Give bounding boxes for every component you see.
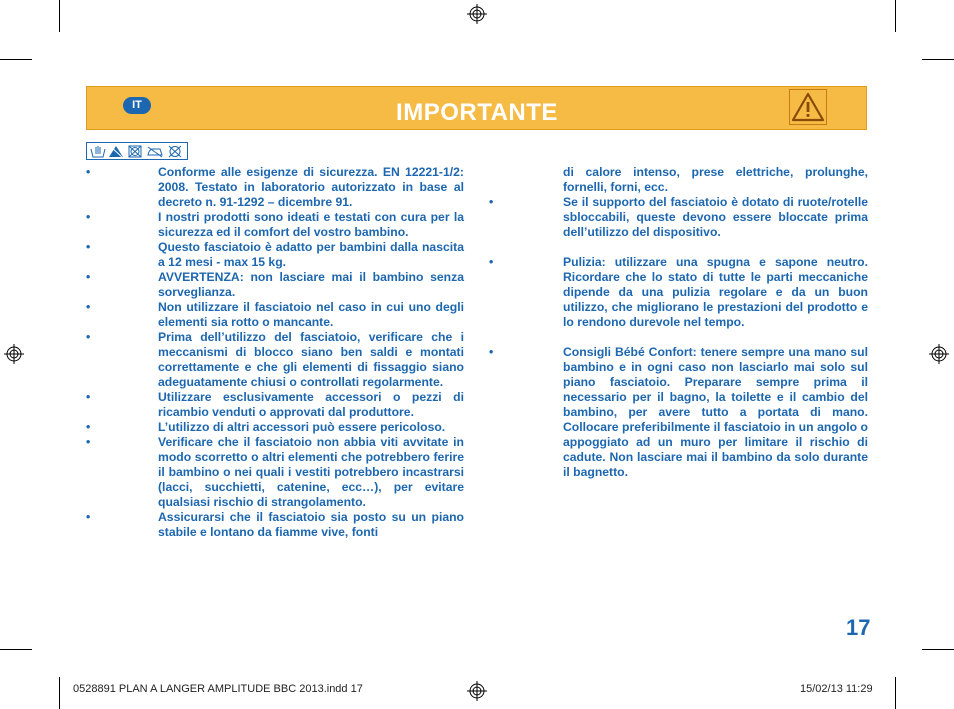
list-item-text: L’utilizzo di altri accessori può essere pericoloso. — [158, 420, 446, 434]
hand-wash-icon — [90, 145, 106, 158]
right-column — [489, 165, 868, 480]
list-item-text: AVVERTENZA: non lasciare mai il bambino senza sorveglianza. — [158, 270, 464, 299]
list-item-text: Prima dell’utilizzo del fasciatoio, verificare che i meccanismi di blocco siano ben saldi e montati correttamente e che gli elementi di fissaggio siano adeguatamente chiusi o controllati regolarmente. — [158, 330, 464, 389]
bullet: • — [86, 300, 91, 314]
bullet: • — [86, 240, 91, 254]
bullet: • — [86, 420, 91, 434]
registration-mark-icon — [4, 344, 24, 364]
no-dry-clean-icon — [168, 145, 182, 158]
bullet: • — [86, 330, 91, 344]
list-item — [86, 300, 464, 330]
list-item — [86, 420, 464, 435]
bullet: • — [489, 255, 494, 269]
bullet: • — [86, 510, 91, 524]
bullet: • — [86, 165, 91, 179]
footer-date: 15/02/13 11:29 — [800, 683, 873, 695]
list-item — [489, 165, 868, 195]
crop-mark — [59, 677, 60, 709]
list-item — [86, 330, 464, 390]
page-number: 17 — [846, 615, 871, 640]
registration-mark-icon — [467, 4, 487, 24]
list-item — [86, 390, 464, 420]
bullet: • — [86, 435, 91, 449]
list-item-text: Conforme alle esigenze di sicurezza. EN 12221-1/2: 2008. Testato in laboratorio autorizzato in base al decreto n. 91-1292 – dicembre 91. — [158, 165, 464, 209]
list-item-text: Questo fasciatoio è adatto per bambini dalla nascita a 12 mesi - max 15 kg. — [158, 240, 464, 269]
no-iron-icon — [146, 145, 164, 158]
no-tumble-dry-icon — [128, 145, 142, 158]
crop-mark — [922, 649, 954, 650]
no-bleach-icon — [108, 145, 124, 158]
list-item-text: Pulizia: utilizzare una spugna e sapone neutro. Ricordare che lo stato di tutte le parti meccaniche dipende da una pulizia regolare e da un buon utilizzo, che migliorano le prestazioni del prodotto e lo rendono durevole nel tempo. — [563, 255, 868, 329]
list-item — [489, 345, 868, 480]
registration-mark-icon — [929, 344, 949, 364]
bullet: • — [86, 390, 91, 404]
crop-mark — [922, 59, 954, 60]
bullet: • — [86, 270, 91, 284]
registration-mark-icon — [467, 681, 487, 701]
crop-mark — [0, 59, 32, 60]
list-item-text: Non utilizzare il fasciatoio nel caso in cui uno degli elementi sia rotto o mancante. — [158, 300, 464, 329]
list-item — [86, 270, 464, 300]
crop-mark — [0, 649, 32, 650]
crop-mark — [59, 0, 60, 32]
footer-file-info: 0528891 PLAN A LANGER AMPLITUDE BBC 2013.indd 17 — [73, 683, 363, 695]
list-item-text: di calore intenso, prese elettriche, prolunghe, fornelli, forni, ecc. — [563, 165, 868, 194]
crop-mark — [895, 677, 896, 709]
page-title: IMPORTANTE — [396, 99, 558, 126]
list-item — [86, 165, 464, 210]
list-item-text: Se il supporto del fasciatoio è dotato di ruote/rotelle sbloccabili, queste devono essere bloccate prima dell’utilizzo del dispositivo. — [563, 195, 868, 239]
list-item — [489, 255, 868, 330]
warning-triangle-icon — [789, 89, 827, 125]
list-item-text: Verificare che il fasciatoio non abbia viti avvitate in modo scorretto o altri elementi che potrebbero ferire il bambino o nei quali i vestiti potrebbero incastrarsi (lacci, succhietti, catenine, ecc…), per evitare qualsiasi rischio di strangolamento. — [158, 435, 464, 509]
list-item-text: I nostri prodotti sono ideati e testati con cura per la sicurezza ed il comfort del vostro bambino. — [158, 210, 464, 239]
list-item — [489, 195, 868, 240]
list-item-text: Utilizzare esclusivamente accessori o pezzi di ricambio venduti o approvati dal produttore. — [158, 390, 464, 419]
care-icons-strip — [86, 142, 188, 160]
list-item — [86, 210, 464, 240]
list-item — [86, 435, 464, 510]
bullet: • — [86, 210, 91, 224]
bullet: • — [489, 345, 494, 359]
list-item — [86, 240, 464, 270]
crop-mark — [895, 0, 896, 32]
list-item-text: Assicurarsi che il fasciatoio sia posto su un piano stabile e lontano da fiamme vive, fonti — [158, 510, 464, 539]
bullet: • — [489, 195, 494, 209]
left-column — [86, 165, 464, 540]
list-item — [86, 510, 464, 540]
language-badge: IT — [123, 97, 151, 114]
list-item-text: Consigli Bébé Confort: tenere sempre una mano sul bambino e in ogni caso non lasciarlo mai solo sul piano fasciatoio. Preparare sempre prima il necessario per il bagno, la toilette e il cambio del bambino, per avere tutto a portata di mano. Collocare preferibilmente il fasciatoio in un angolo o appoggiato ad un muro per limitare il rischio di cadute. Non lasciare mai il bambino da solo durante il bagnetto. — [563, 345, 868, 479]
